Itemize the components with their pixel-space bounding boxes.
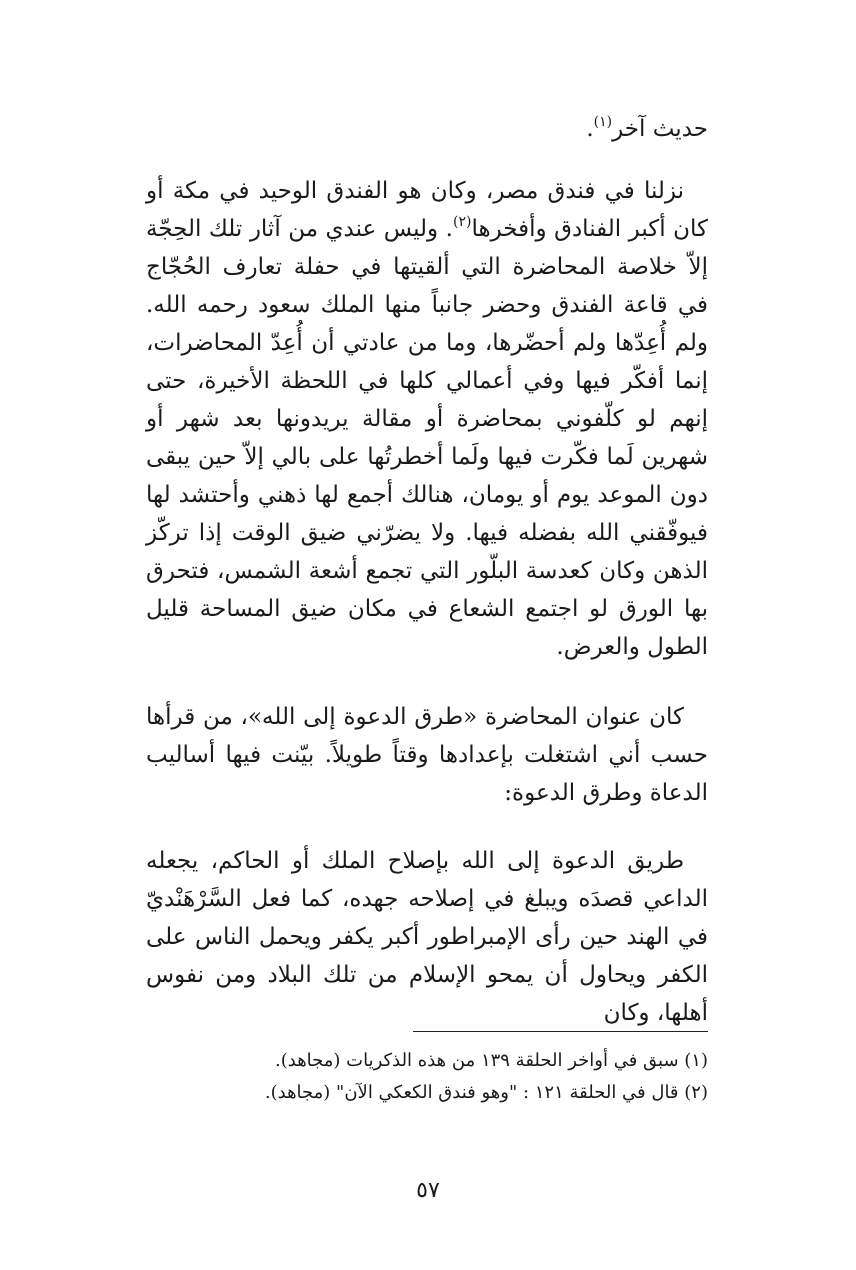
paragraph-text-part: حديث آخر (612, 116, 708, 142)
footnote-2: (٢) قال في الحلقة ١٢١ : "وهو فندق الكعكي الآن" (مجاهد). (264, 1082, 708, 1103)
footnote-separator (413, 1031, 708, 1032)
paragraph-dawa-path (146, 842, 708, 1032)
footnotes (146, 1045, 708, 1109)
paragraph-text (146, 110, 708, 148)
paragraph-text: كان عنوان المحاضرة «طرق الدعوة إلى الله»، من قرأها حسب أني اشتغلت بإعدادها وقتاً طويلاً. بيّنت فيها أساليب الدعاة وطرق الدعوة: (146, 704, 708, 806)
paragraph-text-part: نزلنا في فندق مصر، وكان هو الفندق الوحيد في مكة أو كان أكبر الفنادق وأفخرها (146, 178, 708, 242)
footnote-ref-1: (١) (593, 114, 613, 130)
paragraph-lecture-title (146, 698, 708, 812)
paragraph-hotel (146, 172, 708, 666)
punctuation: . (586, 116, 594, 142)
paragraph-text (146, 172, 708, 666)
paragraph-text-part: . وليس عندي من آثار تلك الحِجّة إلاّ خلاصة المحاضرة التي ألقيتها في حفلة تعارف الحُجّاج في قاعة الفندق وحضر جانباً منها الملك سعود رحمه الله. ولم أُعِدّها ولم أحضّرها، وما من عادتي أن أُعِدّ المحاضرات، إنما أفكّر فيها وفي أعمالي كلها في اللحظة الأخيرة، حتى إنهم لو كلّفوني بمحاضرة أو مقالة يريدونها بعد شهر أو شهرين لَما فكّرت فيها ولَما أخطرتُها على بالي إلاّ حين يبقى دون الموعد يوم أو يومان، هنالك أجمع لها ذهني وأحتشد لها فيوفّقني الله بفضله فيها. ولا يضرّني ضيق الوقت إذا تركّز الذهن وكان كعدسة البلّور التي تجمع أشعة الشمس، فتحرق بها الورق لو اجتمع الشعاع في مكان ضيق المساحة قليل الطول والعرض. (146, 216, 708, 660)
paragraph-continuation (146, 110, 708, 148)
footnote-1: (١) سبق في أواخر الحلقة ١٣٩ من هذه الذكريات (مجاهد). (275, 1050, 708, 1071)
paragraph-text: طريق الدعوة إلى الله بإصلاح الملك أو الحاكم، يجعله الداعي قصدَه ويبلغ في إصلاحه جهده، كما فعل السَّرْهَنْديّ في الهند حين رأى الإمبراطور أكبر يكفر ويحمل الناس على الكفر ويحاول أن يمحو الإسلام من تلك البلاد ومن نفوس أهلها، وكان (146, 848, 708, 1026)
footnote-ref-2: (٢) (452, 214, 472, 230)
page-number: ٥٧ (416, 1178, 440, 1203)
